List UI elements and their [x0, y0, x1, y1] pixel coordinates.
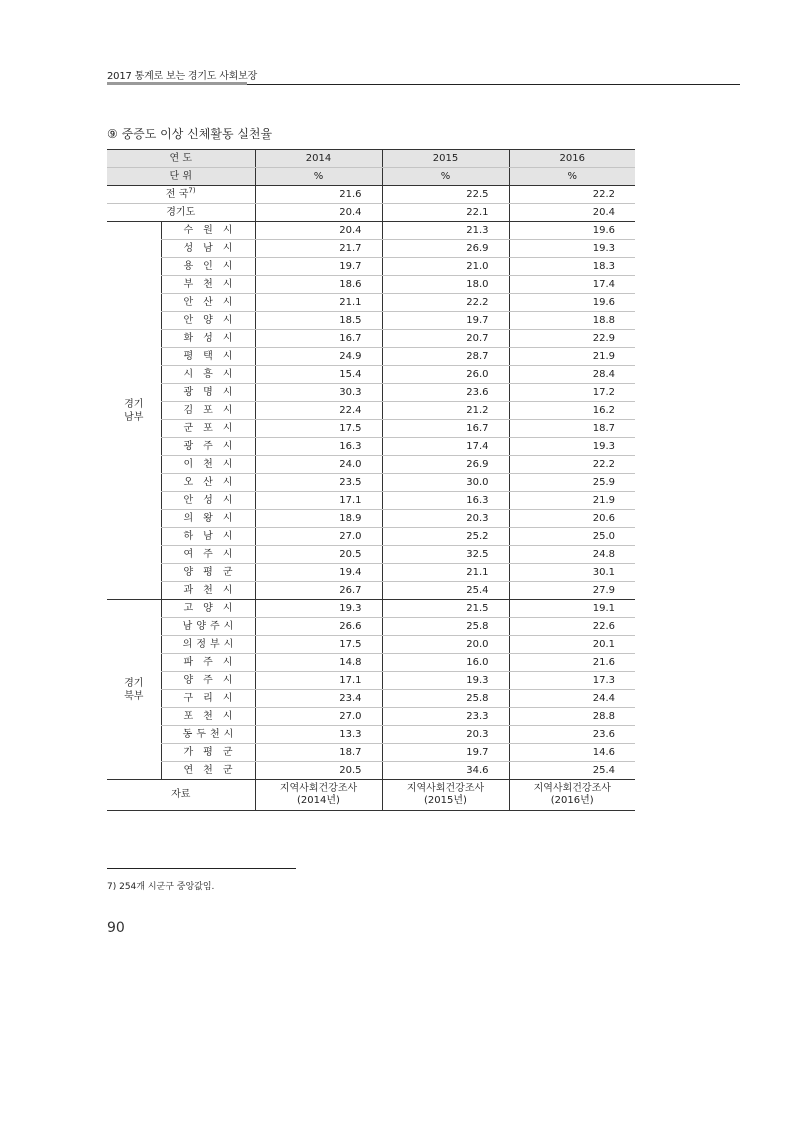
table-row	[107, 438, 635, 456]
table-row	[107, 312, 635, 330]
city-name: 의왕시	[161, 510, 255, 528]
source-cell	[382, 780, 509, 811]
city-name: 안산시	[161, 294, 255, 312]
table-row	[107, 564, 635, 582]
source-year: (2014년)	[297, 795, 340, 806]
value-cell: 19.7	[255, 258, 382, 276]
value-cell: 16.0	[382, 654, 509, 672]
value-cell: 18.6	[255, 276, 382, 294]
value-cell: 17.5	[255, 420, 382, 438]
national-row	[107, 186, 635, 204]
value-cell: 27.0	[255, 708, 382, 726]
city-name: 양평군	[161, 564, 255, 582]
value-cell: 21.9	[509, 492, 635, 510]
value-cell: 22.2	[382, 294, 509, 312]
value-cell: 21.6	[255, 186, 382, 204]
value-cell: 23.5	[255, 474, 382, 492]
value-cell: 17.1	[255, 672, 382, 690]
value-cell: 28.4	[509, 366, 635, 384]
table-row	[107, 456, 635, 474]
value-cell: 17.4	[509, 276, 635, 294]
source-row	[107, 780, 635, 811]
table-row	[107, 546, 635, 564]
value-cell: 20.0	[382, 636, 509, 654]
value-cell: 26.7	[255, 582, 382, 600]
table-row	[107, 474, 635, 492]
table-row	[107, 240, 635, 258]
footnote-rule	[107, 868, 296, 869]
city-name: 안성시	[161, 492, 255, 510]
table-row	[107, 582, 635, 600]
city-name: 하남시	[161, 528, 255, 546]
value-cell: 25.9	[509, 474, 635, 492]
value-cell: 25.4	[382, 582, 509, 600]
city-name: 김포시	[161, 402, 255, 420]
unit-header: %	[509, 168, 635, 186]
city-name: 평택시	[161, 348, 255, 366]
table-row	[107, 510, 635, 528]
table-row	[107, 708, 635, 726]
source-year: (2016년)	[550, 795, 594, 806]
value-cell: 16.2	[509, 402, 635, 420]
value-cell: 21.3	[382, 222, 509, 240]
value-cell: 23.3	[382, 708, 509, 726]
city-name: 포천시	[161, 708, 255, 726]
region-label-cell	[107, 600, 161, 780]
value-cell: 19.4	[255, 564, 382, 582]
header-row-unit	[107, 168, 635, 186]
value-cell: 20.6	[509, 510, 635, 528]
table-row	[107, 636, 635, 654]
value-cell: 30.1	[509, 564, 635, 582]
value-cell: 19.3	[509, 438, 635, 456]
table-row	[107, 690, 635, 708]
year-header: 2014	[255, 150, 382, 168]
city-name: 과천시	[161, 582, 255, 600]
table-row	[107, 402, 635, 420]
value-cell: 22.9	[509, 330, 635, 348]
city-name: 구리시	[161, 690, 255, 708]
footnote: 7) 254개 시군구 중앙값임.	[107, 882, 215, 892]
table-row	[107, 672, 635, 690]
value-cell: 17.5	[255, 636, 382, 654]
value-cell: 19.3	[382, 672, 509, 690]
value-cell: 18.9	[255, 510, 382, 528]
value-cell: 19.6	[509, 294, 635, 312]
value-cell: 17.1	[255, 492, 382, 510]
region-label-part: 남부	[124, 411, 144, 423]
header-rule	[247, 84, 740, 85]
value-cell: 24.9	[255, 348, 382, 366]
city-name: 동두천시	[161, 726, 255, 744]
value-cell: 27.9	[509, 582, 635, 600]
table-row	[107, 618, 635, 636]
value-cell: 17.4	[382, 438, 509, 456]
city-name: 화성시	[161, 330, 255, 348]
value-cell: 19.7	[382, 744, 509, 762]
value-cell: 16.3	[382, 492, 509, 510]
city-name: 의정부시	[161, 636, 255, 654]
value-cell: 13.3	[255, 726, 382, 744]
table-row	[107, 600, 635, 618]
city-name: 용인시	[161, 258, 255, 276]
source-cell	[509, 780, 635, 811]
value-cell: 14.6	[509, 744, 635, 762]
value-cell: 28.7	[382, 348, 509, 366]
value-cell: 34.6	[382, 762, 509, 780]
value-cell: 20.5	[255, 762, 382, 780]
value-cell: 20.7	[382, 330, 509, 348]
page-number: 90	[107, 920, 125, 936]
value-cell: 18.3	[509, 258, 635, 276]
value-cell: 24.0	[255, 456, 382, 474]
source-label: 자료	[107, 780, 255, 811]
value-cell: 25.4	[509, 762, 635, 780]
value-cell: 22.6	[509, 618, 635, 636]
year-header: 2015	[382, 150, 509, 168]
table-row	[107, 366, 635, 384]
table-row	[107, 294, 635, 312]
city-name: 파주시	[161, 654, 255, 672]
footnote-ref: 7)	[188, 186, 196, 195]
city-name: 이천시	[161, 456, 255, 474]
table-row	[107, 348, 635, 366]
value-cell: 16.7	[255, 330, 382, 348]
region-label-part: 경기	[124, 677, 144, 689]
value-cell: 18.7	[509, 420, 635, 438]
city-name: 성남시	[161, 240, 255, 258]
region-label-part: 북부	[124, 690, 144, 702]
table-row	[107, 744, 635, 762]
value-cell: 22.1	[382, 204, 509, 222]
table-row	[107, 654, 635, 672]
source-name: 지역사회건강조사	[279, 783, 358, 794]
value-cell: 23.6	[382, 384, 509, 402]
unit-header: %	[255, 168, 382, 186]
value-cell: 28.8	[509, 708, 635, 726]
value-cell: 20.4	[509, 204, 635, 222]
city-name: 남양주시	[161, 618, 255, 636]
value-cell: 19.1	[509, 600, 635, 618]
table-row	[107, 276, 635, 294]
year-header: 2016	[509, 150, 635, 168]
value-cell: 21.2	[382, 402, 509, 420]
value-cell: 15.4	[255, 366, 382, 384]
value-cell: 20.4	[255, 204, 382, 222]
table-row	[107, 528, 635, 546]
city-name: 안양시	[161, 312, 255, 330]
gyeonggi-row	[107, 204, 635, 222]
city-name: 가평군	[161, 744, 255, 762]
value-cell: 22.2	[509, 456, 635, 474]
value-cell: 22.5	[382, 186, 509, 204]
value-cell: 27.0	[255, 528, 382, 546]
value-cell: 25.8	[382, 690, 509, 708]
value-cell: 19.6	[509, 222, 635, 240]
value-cell: 25.8	[382, 618, 509, 636]
unit-header: %	[382, 168, 509, 186]
value-cell: 20.3	[382, 510, 509, 528]
city-name: 수원시	[161, 222, 255, 240]
value-cell: 21.1	[382, 564, 509, 582]
value-cell: 30.3	[255, 384, 382, 402]
value-cell: 23.6	[509, 726, 635, 744]
city-name: 여주시	[161, 546, 255, 564]
table-row	[107, 726, 635, 744]
value-cell: 16.7	[382, 420, 509, 438]
national-label: 전 국	[165, 189, 189, 200]
region-label-cell	[107, 222, 161, 600]
value-cell: 18.0	[382, 276, 509, 294]
source-name: 지역사회건강조사	[533, 783, 611, 794]
city-name: 양주시	[161, 672, 255, 690]
city-name: 군포시	[161, 420, 255, 438]
value-cell: 21.9	[509, 348, 635, 366]
value-cell: 26.0	[382, 366, 509, 384]
header-rule-accent	[107, 82, 247, 85]
value-cell: 20.1	[509, 636, 635, 654]
section-title: ⑨ 중증도 이상 신체활동 실천율	[107, 127, 273, 141]
city-name: 부천시	[161, 276, 255, 294]
table-row	[107, 222, 635, 240]
value-cell: 20.4	[255, 222, 382, 240]
table-row	[107, 420, 635, 438]
value-cell: 26.9	[382, 240, 509, 258]
value-cell: 21.6	[509, 654, 635, 672]
value-cell: 21.1	[255, 294, 382, 312]
value-cell: 23.4	[255, 690, 382, 708]
region-label-part: 경기	[124, 398, 144, 410]
table-row	[107, 492, 635, 510]
value-cell: 32.5	[382, 546, 509, 564]
value-cell: 18.7	[255, 744, 382, 762]
value-cell: 20.5	[255, 546, 382, 564]
value-cell: 18.8	[509, 312, 635, 330]
table-row	[107, 762, 635, 780]
value-cell: 14.8	[255, 654, 382, 672]
value-cell: 21.0	[382, 258, 509, 276]
value-cell: 26.6	[255, 618, 382, 636]
value-cell: 18.5	[255, 312, 382, 330]
value-cell: 21.7	[255, 240, 382, 258]
national-label-cell	[107, 186, 255, 204]
value-cell: 17.2	[509, 384, 635, 402]
value-cell: 25.0	[509, 528, 635, 546]
value-cell: 19.7	[382, 312, 509, 330]
running-header: 2017 통계로 보는 경기도 사회보장	[107, 71, 258, 82]
value-cell: 16.3	[255, 438, 382, 456]
city-name: 오산시	[161, 474, 255, 492]
source-year: (2015년)	[424, 795, 467, 806]
table-row	[107, 384, 635, 402]
col-year-label: 연 도	[107, 150, 255, 168]
value-cell: 19.3	[509, 240, 635, 258]
table-row	[107, 330, 635, 348]
city-name: 시흥시	[161, 366, 255, 384]
activity-rate-table	[107, 149, 635, 811]
value-cell: 25.2	[382, 528, 509, 546]
gyeonggi-label: 경기도	[107, 204, 255, 222]
city-name: 광주시	[161, 438, 255, 456]
value-cell: 24.4	[509, 690, 635, 708]
value-cell: 24.8	[509, 546, 635, 564]
city-name: 고양시	[161, 600, 255, 618]
table-row	[107, 258, 635, 276]
city-name: 연천군	[161, 762, 255, 780]
value-cell: 19.3	[255, 600, 382, 618]
header-row-year	[107, 150, 635, 168]
value-cell: 22.4	[255, 402, 382, 420]
col-unit-label: 단 위	[107, 168, 255, 186]
value-cell: 20.3	[382, 726, 509, 744]
value-cell: 26.9	[382, 456, 509, 474]
value-cell: 17.3	[509, 672, 635, 690]
value-cell: 22.2	[509, 186, 635, 204]
value-cell: 21.5	[382, 600, 509, 618]
value-cell: 30.0	[382, 474, 509, 492]
source-cell	[255, 780, 382, 811]
city-name: 광명시	[161, 384, 255, 402]
source-name: 지역사회건강조사	[406, 783, 485, 794]
